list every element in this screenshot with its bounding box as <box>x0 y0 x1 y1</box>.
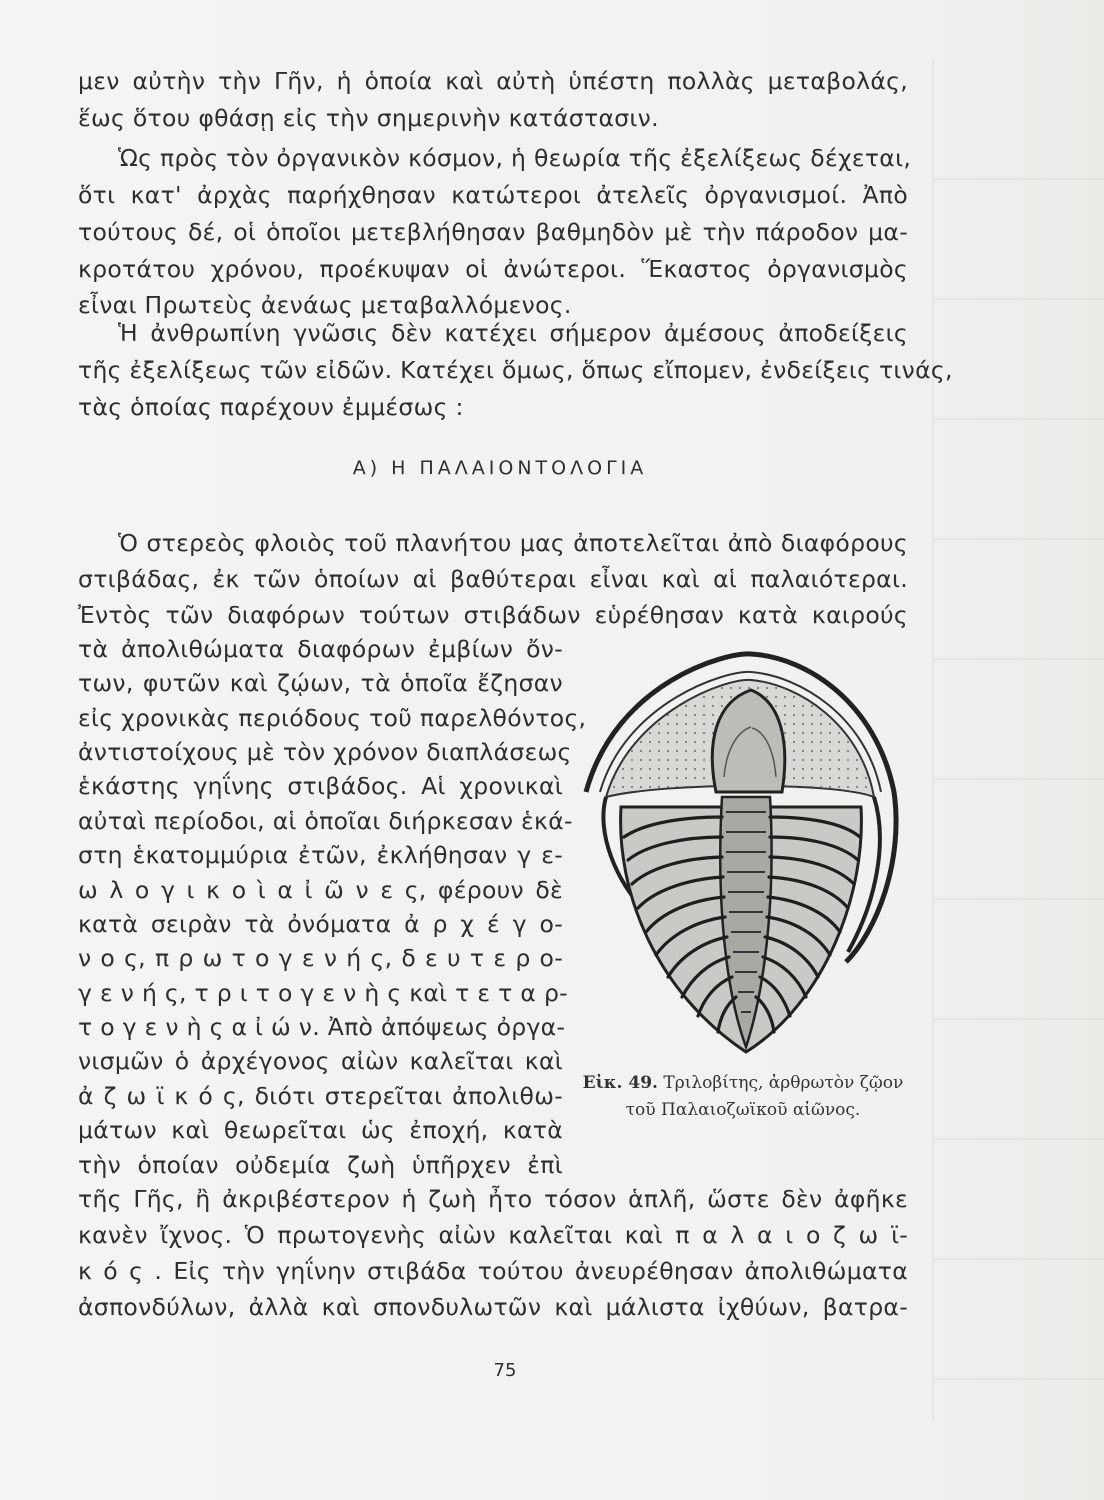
text-line: ἀ ζ ω ϊ κ ό ς, διότι στερεῖται ἀπολιθω- <box>78 1082 563 1110</box>
text-line: Ἐντὸς τῶν διαφόρων τούτων στιβάδων εὑρέθησαν κατὰ καιρούς <box>78 601 908 629</box>
text-line: κροτάτου χρόνου, προέκυψαν οἱ ἀνώτεροι. Ἕκαστος ὀργανισμὸς <box>78 255 908 283</box>
text-line: ν ο ς, π ρ ω τ ο γ ε ν ή ς, δ ε υ τ ε ρ ο- <box>78 944 563 972</box>
text-line: ἀντιστοίχους μὲ τὸν χρόνον διαπλάσεως <box>78 738 572 766</box>
text-line: κ ό ς . Εἰς τὴν γηΐνην στιβάδα τούτου ἀνευρέθησαν ἀπολιθώματα <box>78 1257 908 1285</box>
text-line: ὅτι κατ' ἀρχὰς παρήχθησαν κατώτεροι ἀτελεῖς ὀργανισμοί. Ἀπὸ <box>78 181 908 209</box>
text-line: τ ο γ ε ν ὴ ς α ἰ ώ ν. Ἀπὸ ἀπόψεως ὀργα- <box>78 1013 566 1041</box>
text-line: γ ε ν ή ς, τ ρ ι τ ο γ ε ν ὴ ς καὶ τ ε τ α ρ- <box>78 979 568 1007</box>
text-line: τούτους δέ, οἱ ὁποῖοι μετεβλήθησαν βαθμηδὸν μὲ τὴν πάροδον μα- <box>78 218 908 246</box>
page-number: 75 <box>493 1360 517 1381</box>
text-line: στιβάδας, ἐκ τῶν ὁποίων αἱ βαθύτεραι εἶναι καὶ αἱ παλαιότεραι. <box>78 565 908 593</box>
text-line: των, φυτῶν καὶ ζῴων, τὰ ὁποῖα ἔζησαν <box>78 669 563 697</box>
text-line: αὐταὶ περίοδοι, αἱ ὁποῖαι διήρκεσαν ἑκά- <box>78 807 573 835</box>
text-line: μάτων καὶ θεωρεῖται ὡς ἐποχή, κατὰ <box>78 1116 563 1144</box>
text-line: τὰ ἀπολιθώματα διαφόρων ἐμβίων ὄν- <box>78 635 563 663</box>
text-line: τῆς ἐξελίξεως τῶν εἰδῶν. Κατέχει ὅμως, ὅπως εἴπομεν, ἐνδείξεις τινάς, <box>78 356 953 384</box>
text-line: κανὲν ἴχνος. Ὁ πρωτογενὴς αἰὼν καλεῖται καὶ π α λ α ι ο ζ ω ϊ- <box>78 1221 908 1249</box>
section-heading: Α) Η ΠΑΛΑΙΟΝΤΟΛΟΓΙΑ <box>352 457 648 479</box>
text-line: κατὰ σειρὰν τὰ ὀνόματα ἀ ρ χ έ γ ο- <box>78 910 563 938</box>
text-line: τὴν ὁποίαν οὐδεμία ζωὴ ὑπῆρχεν ἐπὶ <box>78 1151 563 1179</box>
text-line: τὰς ὁποίας παρέχουν ἐμμέσως : <box>78 393 464 421</box>
figure-caption-text: Τριλοβίτης, ἀρθρωτὸν ζῷον τοῦ Παλαιοζωϊκοῦ αἰῶνος. <box>625 1073 904 1120</box>
trilobite-illustration <box>576 632 908 1067</box>
text-line: Ἡ ἀνθρωπίνη γνῶσις δὲν κατέχει σήμερον ἀμέσους ἀποδείξεις <box>118 319 908 347</box>
show-through-table <box>932 60 1104 1420</box>
text-line: ω λ ο γ ι κ ο ὶ α ἰ ῶ ν ε ς, φέρουν δὲ <box>78 876 563 904</box>
trilobite-drawing <box>576 632 908 1067</box>
figure-number: Εἰκ. 49. <box>582 1073 658 1093</box>
text-line: στη ἑκατομμύρια ἐτῶν, ἐκλήθησαν γ ε- <box>78 841 563 869</box>
figure-caption <box>578 1070 908 1124</box>
text-line: εἰς χρονικὰς περιόδους τοῦ παρελθόντος, <box>78 704 587 732</box>
text-line: ἑκάστης γηΐνης στιβάδος. Αἱ χρονικαὶ <box>78 772 563 800</box>
text-line: ἀσπονδύλων, ἀλλὰ καὶ σπονδυλωτῶν καὶ μάλιστα ἰχθύων, βατρα- <box>78 1293 908 1321</box>
text-line: μεν αὐτὴν τὴν Γῆν, ἡ ὁποία καὶ αὐτὴ ὑπέστη πολλὰς μεταβολάς, <box>78 67 908 95</box>
text-line: νισμῶν ὁ ἀρχέγονος αἰὼν καλεῖται καὶ <box>78 1047 563 1075</box>
text-line: τῆς Γῆς, ἢ ἀκριβέστερον ἡ ζωὴ ἦτο τόσον ἁπλῆ, ὥστε δὲν ἀφῆκε <box>78 1185 908 1213</box>
text-line: εἶναι Πρωτεὺς ἀενάως μεταβαλλόμενος. <box>78 291 572 319</box>
text-line: Ὡς πρὸς τὸν ὀργανικὸν κόσμον, ἡ θεωρία τῆς ἐξελίξεως δέχεται, <box>118 144 912 172</box>
text-line: ἕως ὅτου φθάσῃ εἰς τὴν σημερινὴν κατάστασιν. <box>78 104 659 132</box>
text-line: Ὁ στερεὸς φλοιὸς τοῦ πλανήτου μας ἀποτελεῖται ἀπὸ διαφόρους <box>118 529 908 557</box>
